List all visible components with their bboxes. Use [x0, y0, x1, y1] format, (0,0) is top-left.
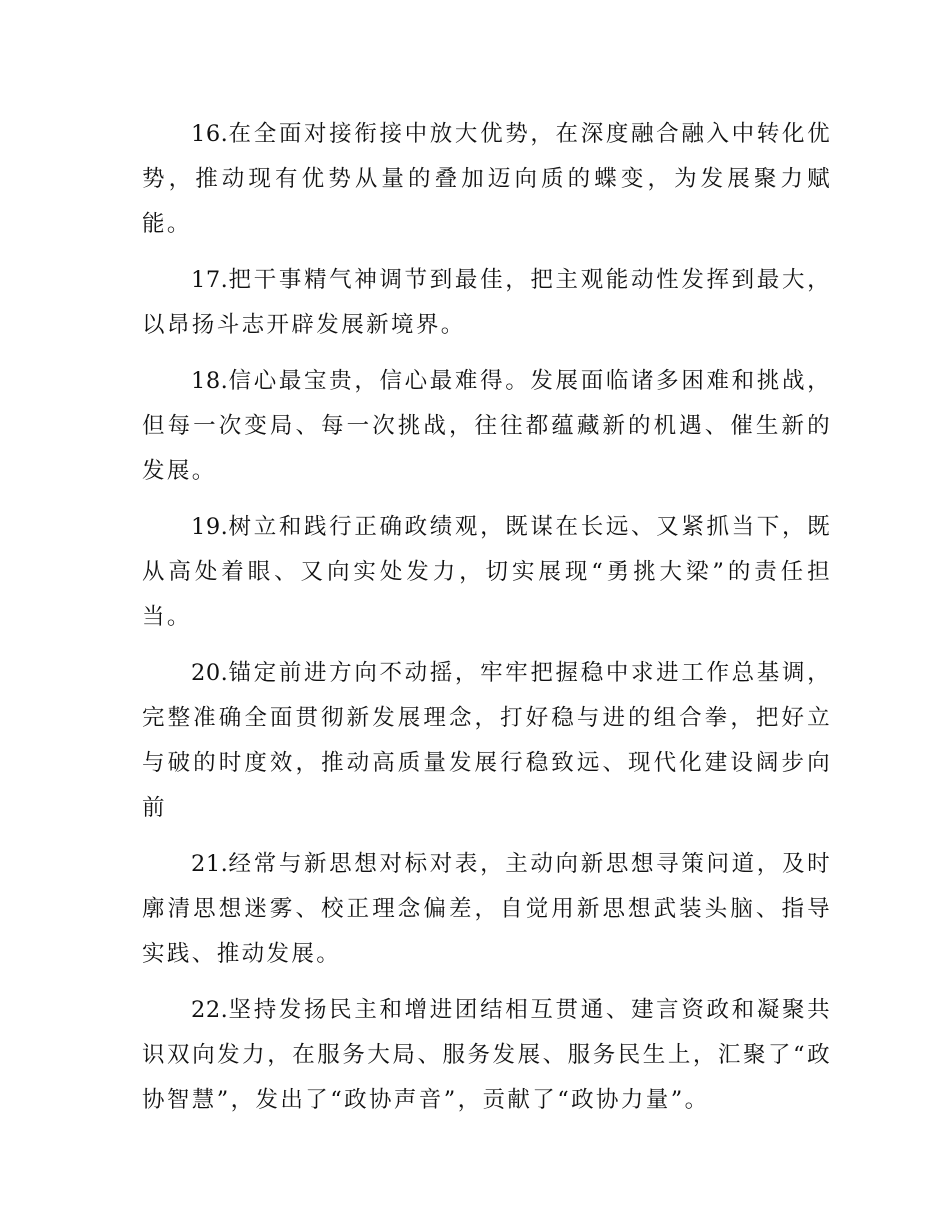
paragraph-text: 信心最宝贵，信心最难得。发展面临诸多困难和挑战，但每一次变局、每一次挑战，往往都蕴藏新的机遇、催生新的发展。	[142, 368, 832, 484]
paragraph-number: 16.	[191, 121, 229, 147]
paragraph-20	[142, 651, 832, 831]
paragraph-text: 坚持发扬民主和增进团结相互贯通、建言资政和凝聚共识双向发力，在服务大局、服务发展、服务民生上，汇聚了“政协智慧”，发出了“政协声音”，贡献了“政协力量”。	[142, 997, 832, 1113]
paragraph-19	[142, 505, 832, 640]
paragraph-number: 18.	[191, 368, 229, 394]
paragraph-text: 把干事精气神调节到最佳，把主观能动性发挥到最大，以昂扬斗志开辟发展新境界。	[142, 267, 832, 338]
paragraph-number: 21.	[191, 851, 229, 877]
paragraph-text: 经常与新思想对标对表，主动向新思想寻策问道，及时廓清思想迷雾、校正理念偏差，自觉用新思想武装头脑、指导实践、推动发展。	[142, 851, 832, 967]
paragraph-text: 在全面对接衔接中放大优势，在深度融合融入中转化优势，推动现有优势从量的叠加迈向质的蝶变，为发展聚力赋能。	[142, 121, 832, 237]
paragraph-text: 树立和践行正确政绩观，既谋在长远、又紧抓当下，既从高处着眼、又向实处发力，切实展现“勇挑大梁”的责任担当。	[142, 514, 832, 630]
paragraph-16	[142, 112, 832, 247]
paragraph-number: 17.	[191, 267, 229, 293]
paragraph-22	[142, 988, 832, 1123]
paragraph-17	[142, 258, 832, 348]
paragraph-number: 20.	[191, 660, 229, 686]
paragraph-18	[142, 359, 832, 494]
document-body	[142, 112, 832, 1134]
paragraph-21	[142, 842, 832, 977]
paragraph-text: 锚定前进方向不动摇，牢牢把握稳中求进工作总基调，完整准确全面贯彻新发展理念，打好稳与进的组合拳，把好立与破的时度效，推动高质量发展行稳致远、现代化建设阔步向前	[142, 660, 832, 821]
paragraph-number: 19.	[191, 514, 229, 540]
paragraph-number: 22.	[191, 997, 229, 1023]
